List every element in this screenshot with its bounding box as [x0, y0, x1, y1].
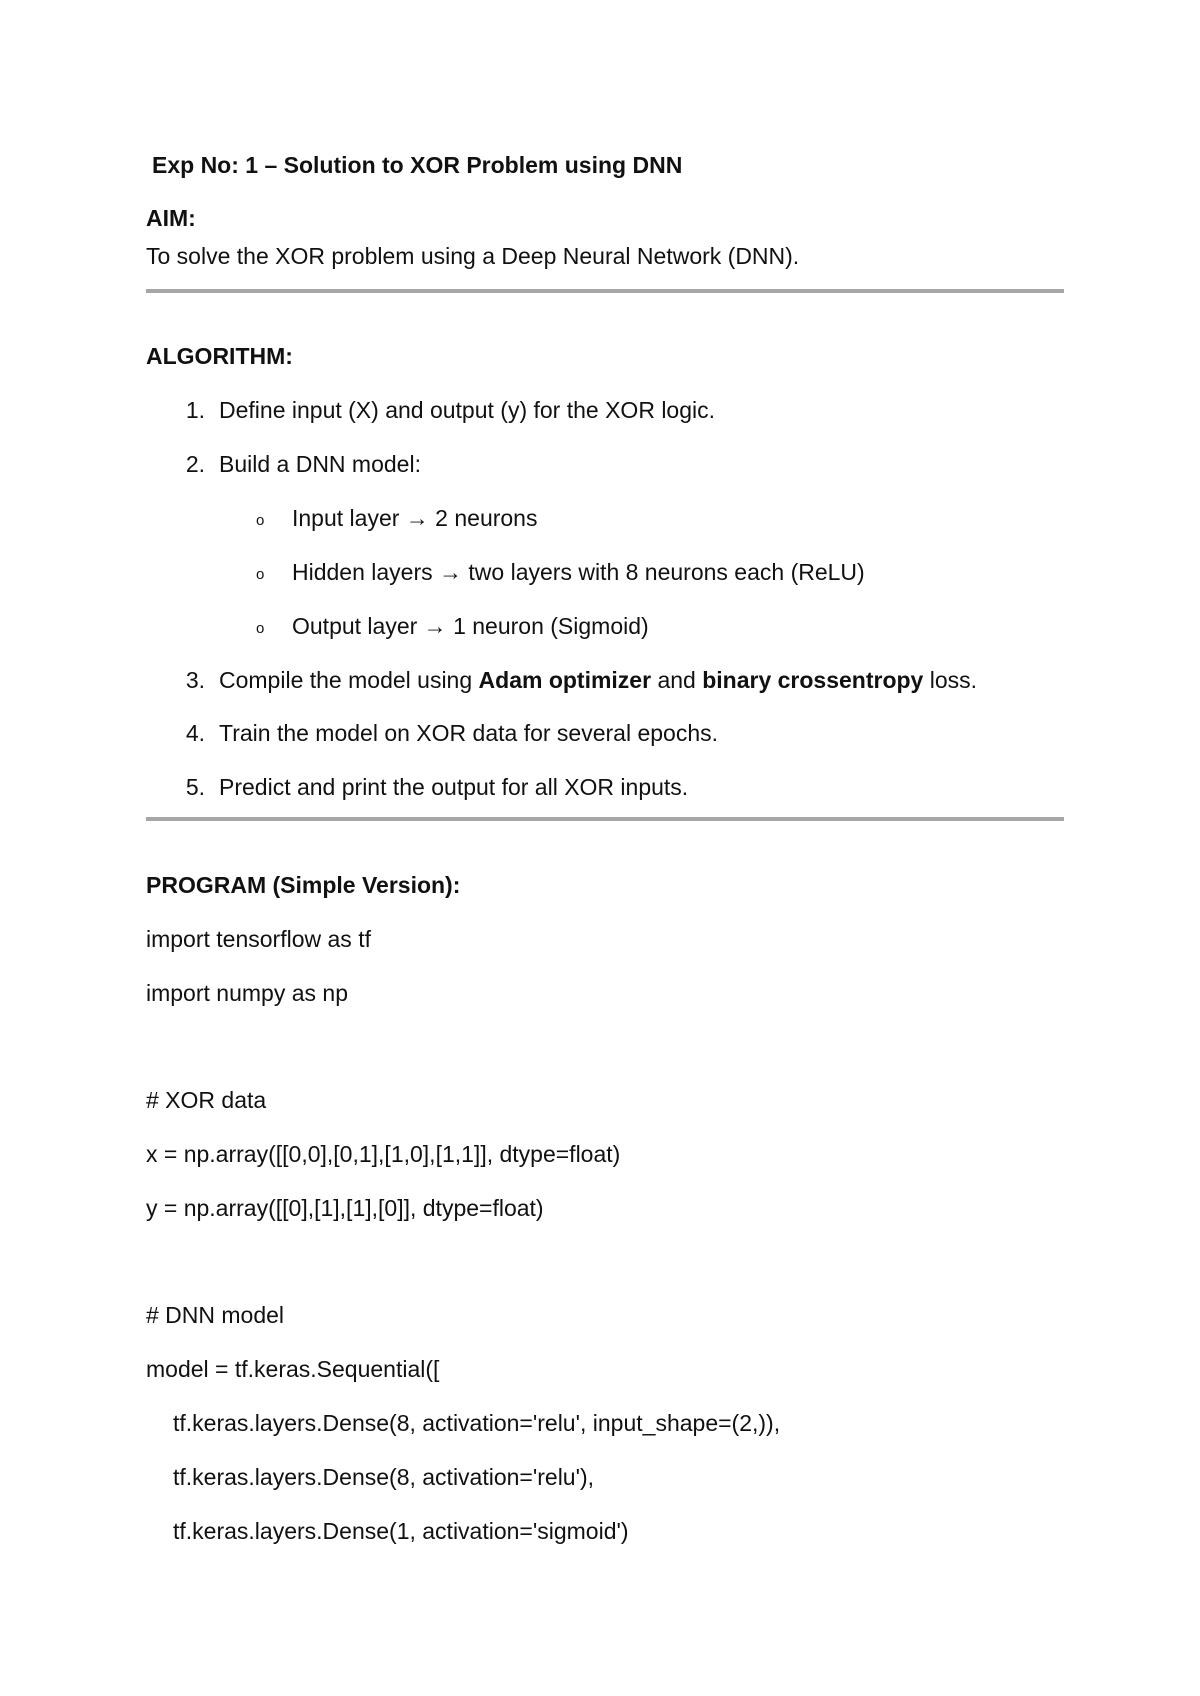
code-comment: # XOR data — [146, 1087, 267, 1113]
step-number: 4. — [185, 720, 205, 746]
program-heading: PROGRAM (Simple Version): — [146, 872, 461, 898]
code-line: tf.keras.layers.Dense(8, activation='relu', input_shape=(2,)), — [173, 1410, 781, 1436]
code-line: tf.keras.layers.Dense(1, activation='sigmoid') — [173, 1518, 629, 1544]
step-text-part: and — [651, 667, 703, 693]
code-line: model = tf.keras.Sequential([ — [146, 1356, 440, 1382]
bullet-icon: o — [256, 512, 265, 529]
aim-text: To solve the XOR problem using a Deep Neural Network (DNN). — [146, 243, 800, 269]
step-text-part: Compile the model using — [219, 667, 479, 693]
bullet-icon: o — [256, 566, 265, 583]
bullet-icon: o — [256, 620, 265, 637]
step-number: 1. — [185, 397, 205, 423]
step-text: Build a DNN model: — [219, 451, 421, 477]
step-number: 2. — [185, 451, 205, 477]
code-line: y = np.array([[0],[1],[1],[0]], dtype=float) — [146, 1195, 544, 1221]
substep-text: Input layer → 2 neurons — [292, 505, 538, 531]
step-text-bold: Adam optimizer — [478, 667, 652, 693]
section-divider — [146, 289, 1064, 293]
code-line: tf.keras.layers.Dense(8, activation='relu'), — [173, 1464, 595, 1490]
step-text: Define input (X) and output (y) for the XOR logic. — [219, 397, 716, 423]
substep-text: Output layer → 1 neuron (Sigmoid) — [292, 613, 649, 639]
step-text — [219, 669, 977, 692]
step-text: Predict and print the output for all XOR inputs. — [219, 774, 689, 800]
code-line: import numpy as np — [146, 980, 348, 1006]
step-number: 5. — [185, 774, 205, 800]
page-title: Exp No: 1 – Solution to XOR Problem using DNN — [152, 152, 683, 178]
step-text: Train the model on XOR data for several epochs. — [219, 720, 719, 746]
step-number: 3. — [185, 667, 205, 693]
substep-text: Hidden layers → two layers with 8 neurons each (ReLU) — [292, 559, 865, 585]
section-divider — [146, 817, 1064, 821]
code-line: import tensorflow as tf — [146, 926, 371, 952]
aim-heading: AIM: — [146, 205, 196, 231]
code-line: x = np.array([[0,0],[0,1],[1,0],[1,1]], dtype=float) — [146, 1141, 621, 1167]
step-text-bold: binary crossentropy — [702, 667, 924, 693]
code-comment: # DNN model — [146, 1302, 285, 1328]
algorithm-heading: ALGORITHM: — [146, 343, 293, 369]
step-text-part: loss. — [923, 667, 978, 693]
